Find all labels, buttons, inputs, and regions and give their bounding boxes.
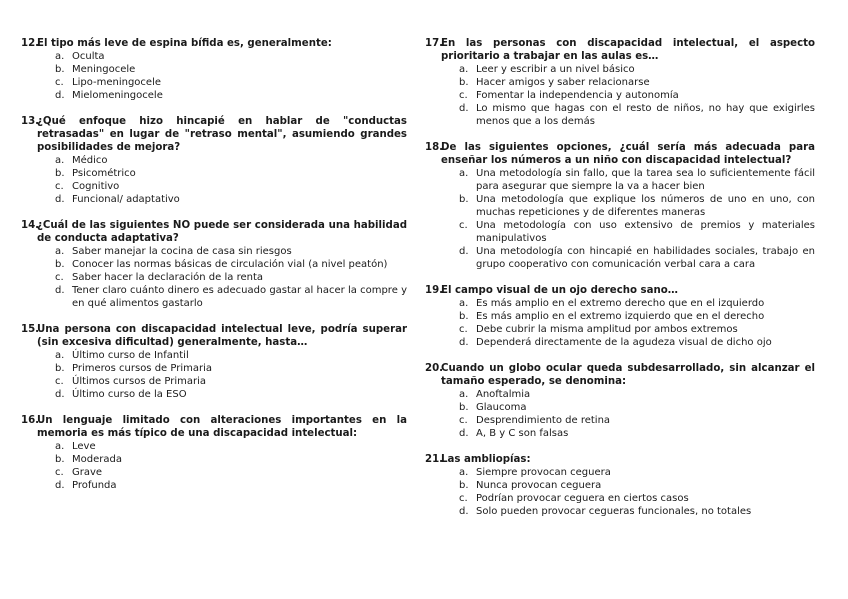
answer-option [425, 310, 815, 323]
option-letter: c. [459, 90, 468, 101]
option-letter: d. [55, 480, 65, 491]
answer-option [425, 297, 815, 310]
option-letter: c. [55, 272, 64, 283]
option-letter: d. [55, 285, 65, 296]
question [21, 323, 407, 401]
option-text: Psicométrico [72, 168, 136, 179]
option-text: Una metodología con hincapié en habilidades sociales, trabajo en grupo cooperativo con comunicación verbal cara a cara [476, 246, 815, 270]
question-header [425, 362, 815, 388]
answer-options [425, 388, 815, 440]
answer-option [425, 427, 815, 440]
answer-option [21, 154, 407, 167]
question [21, 219, 407, 310]
answer-option [21, 466, 407, 479]
answer-option [21, 245, 407, 258]
option-text: Es más amplio en el extremo izquierdo que en el derecho [476, 311, 765, 322]
option-text: Primeros cursos de Primaria [72, 363, 213, 374]
option-letter: d. [55, 194, 65, 205]
question-number: 16. [21, 415, 40, 426]
option-letter: b. [55, 168, 65, 179]
option-text: Debe cubrir la misma amplitud por ambos extremos [476, 324, 738, 335]
question-number: 18. [425, 142, 444, 153]
answer-option [425, 466, 815, 479]
option-text: Lo mismo que hagas con el resto de niños, no hay que exigirles menos que a los demás [476, 103, 815, 127]
question-number: 19. [425, 285, 444, 296]
answer-option [21, 63, 407, 76]
answer-options [425, 466, 815, 518]
option-text: Profunda [72, 480, 117, 491]
question [425, 453, 815, 518]
question-number: 14. [21, 220, 40, 231]
answer-option [425, 479, 815, 492]
question [425, 284, 815, 349]
question-text: El tipo más leve de espina bífida es, generalmente: [37, 38, 332, 49]
question-header [425, 141, 815, 167]
option-letter: a. [55, 246, 65, 257]
option-text: Glaucoma [476, 402, 527, 413]
question-header [425, 453, 815, 466]
answer-option [425, 89, 815, 102]
option-letter: a. [459, 298, 469, 309]
answer-option [425, 63, 815, 76]
answer-options [21, 349, 407, 401]
question-header [21, 219, 407, 245]
question-header [21, 115, 407, 154]
option-letter: b. [459, 480, 469, 491]
question-text: Cuando un globo ocular queda subdesarrollado, sin alcanzar el tamaño esperado, se denomina: [441, 363, 815, 387]
option-letter: b. [55, 259, 65, 270]
option-text: A, B y C son falsas [476, 428, 569, 439]
question-text: En las personas con discapacidad intelectual, el aspecto prioritario a trabajar en las aulas es… [441, 38, 815, 62]
option-text: Una metodología que explique los números de uno en uno, con muchas repeticiones y de diferentes maneras [476, 194, 815, 218]
answer-option [21, 440, 407, 453]
option-text: Podrían provocar ceguera en ciertos casos [476, 493, 689, 504]
question-text: Una persona con discapacidad intelectual leve, podría superar (sin excesiva dificultad) generalmente, hasta… [37, 324, 407, 348]
option-text: Saber hacer la declaración de la renta [72, 272, 264, 283]
option-letter: a. [459, 389, 469, 400]
option-text: Es más amplio en el extremo derecho que en el izquierdo [476, 298, 765, 309]
answer-option [21, 375, 407, 388]
question-text: Las ambliopías: [441, 454, 531, 465]
option-text: Leer y escribir a un nivel básico [476, 64, 635, 75]
answer-options [425, 297, 815, 349]
option-text: Tener claro cuánto dinero es adecuado gastar al hacer la compre y en qué alimentos gastarlo [72, 285, 407, 309]
option-letter: c. [459, 220, 468, 231]
answer-option [21, 193, 407, 206]
answer-option [425, 245, 815, 271]
answer-option [21, 50, 407, 63]
answer-option [21, 479, 407, 492]
option-letter: c. [55, 376, 64, 387]
option-text: Una metodología sin fallo, que la tarea sea lo suficientemente fácil para asegurar que siempre la va a hacer bien [476, 168, 815, 192]
option-letter: b. [459, 194, 469, 205]
option-text: Cognitivo [72, 181, 120, 192]
answer-option [21, 76, 407, 89]
question-number: 12. [21, 38, 40, 49]
option-text: Oculta [72, 51, 105, 62]
option-letter: c. [459, 324, 468, 335]
answer-option [425, 219, 815, 245]
option-text: Moderada [72, 454, 122, 465]
option-text: Último curso de Infantil [72, 350, 189, 361]
question-number: 13. [21, 116, 40, 127]
answer-option [21, 284, 407, 310]
option-letter: a. [459, 64, 469, 75]
answer-option [425, 505, 815, 518]
option-text: Dependerá directamente de la agudeza visual de dicho ojo [476, 337, 772, 348]
option-letter: d. [459, 428, 469, 439]
question-text: Un lenguaje limitado con alteraciones importantes en la memoria es más típico de una discapacidad intelectual: [37, 415, 407, 439]
answer-option [21, 453, 407, 466]
answer-option [21, 271, 407, 284]
question-text: ¿Cuál de las siguientes NO puede ser considerada una habilidad de conducta adaptativa? [37, 220, 407, 244]
question [21, 115, 407, 206]
option-text: Último curso de la ESO [72, 389, 187, 400]
answer-option [425, 414, 815, 427]
option-text: Últimos cursos de Primaria [72, 376, 207, 387]
option-text: Grave [72, 467, 103, 478]
answer-options [21, 245, 407, 310]
option-letter: b. [55, 64, 65, 75]
question [21, 414, 407, 492]
answer-option [425, 323, 815, 336]
option-letter: c. [55, 181, 64, 192]
question-text: De las siguientes opciones, ¿cuál sería más adecuada para enseñar los números a un niño con discapacidad intelectual? [441, 142, 815, 166]
option-text: Saber manejar la cocina de casa sin riesgos [72, 246, 292, 257]
answer-option [21, 89, 407, 102]
option-letter: a. [55, 51, 65, 62]
question [425, 362, 815, 440]
question-text: El campo visual de un ojo derecho sano… [441, 285, 678, 296]
answer-option [425, 167, 815, 193]
option-text: Anoftalmia [476, 389, 531, 400]
question-number: 15. [21, 324, 40, 335]
answer-options [21, 154, 407, 206]
option-letter: c. [55, 467, 64, 478]
option-letter: b. [459, 311, 469, 322]
question-text: ¿Qué enfoque hizo hincapié en hablar de "conductas retrasadas" en lugar de "retraso mental", asumiendo grandes posibilidades de mejora? [37, 116, 407, 153]
option-text: Fomentar la independencia y autonomía [476, 90, 679, 101]
option-letter: a. [55, 155, 65, 166]
option-letter: b. [459, 77, 469, 88]
question [425, 37, 815, 128]
option-letter: d. [55, 389, 65, 400]
option-letter: d. [459, 103, 469, 114]
answer-option [425, 401, 815, 414]
question-number: 21. [425, 454, 444, 465]
option-letter: d. [55, 90, 65, 101]
option-letter: a. [459, 467, 469, 478]
option-letter: c. [55, 77, 64, 88]
option-text: Conocer las normas básicas de circulación vial (a nivel peatón) [72, 259, 388, 270]
option-letter: d. [459, 337, 469, 348]
option-text: Leve [72, 441, 96, 452]
question-header [21, 37, 407, 50]
question-number: 20. [425, 363, 444, 374]
option-letter: b. [459, 402, 469, 413]
option-letter: d. [459, 506, 469, 517]
option-letter: d. [459, 246, 469, 257]
question-number: 17. [425, 38, 444, 49]
option-letter: a. [55, 350, 65, 361]
answer-option [21, 180, 407, 193]
answer-option [21, 167, 407, 180]
answer-option [21, 362, 407, 375]
option-text: Desprendimiento de retina [476, 415, 611, 426]
answer-option [21, 349, 407, 362]
option-text: Solo pueden provocar cegueras funcionales, no totales [476, 506, 752, 517]
option-text: Lipo-meningocele [72, 77, 162, 88]
answer-options [425, 63, 815, 128]
option-letter: b. [55, 454, 65, 465]
option-text: Una metodología con uso extensivo de premios y materiales manipulativos [476, 220, 815, 244]
answer-option [425, 336, 815, 349]
answer-option [425, 193, 815, 219]
answer-option [425, 102, 815, 128]
answer-option [21, 388, 407, 401]
option-letter: a. [459, 168, 469, 179]
question-header [21, 323, 407, 349]
answer-option [21, 258, 407, 271]
question-header [425, 37, 815, 63]
question [21, 37, 407, 102]
question-header [21, 414, 407, 440]
answer-options [425, 167, 815, 271]
option-text: Médico [72, 155, 108, 166]
question [425, 141, 815, 271]
answer-options [21, 50, 407, 102]
answer-option [425, 76, 815, 89]
option-letter: c. [459, 493, 468, 504]
option-text: Mielomeningocele [72, 90, 163, 101]
option-text: Siempre provocan ceguera [476, 467, 611, 478]
answer-options [21, 440, 407, 492]
option-text: Hacer amigos y saber relacionarse [476, 77, 650, 88]
answer-option [425, 388, 815, 401]
option-letter: c. [459, 415, 468, 426]
answer-option [425, 492, 815, 505]
option-text: Nunca provocan ceguera [476, 480, 602, 491]
option-text: Meningocele [72, 64, 136, 75]
option-letter: b. [55, 363, 65, 374]
right-column [425, 37, 815, 531]
option-text: Funcional/ adaptativo [72, 194, 180, 205]
option-letter: a. [55, 441, 65, 452]
left-column [21, 37, 407, 505]
question-header [425, 284, 815, 297]
